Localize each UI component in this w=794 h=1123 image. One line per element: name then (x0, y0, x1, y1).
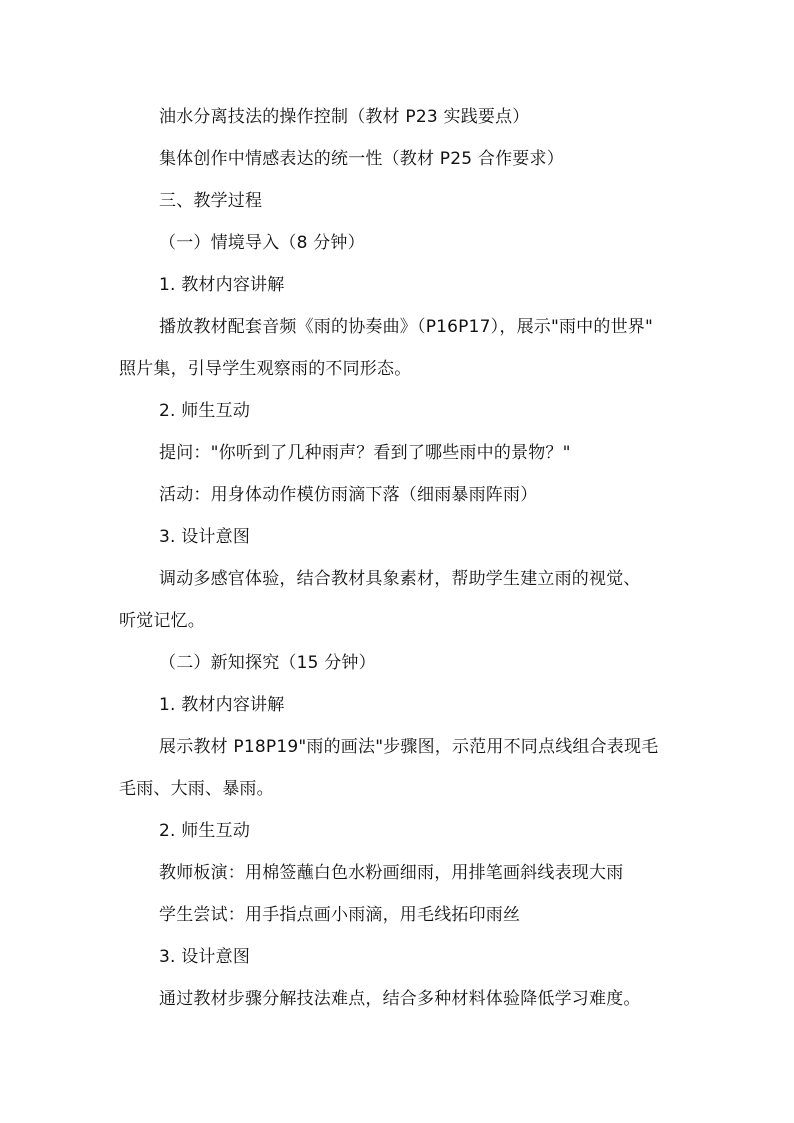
paragraph-collective-creation: 集体创作中情感表达的统一性（教材 P25 合作要求） (159, 149, 564, 169)
paragraph-design-intent-2: 通过教材步骤分解技法难点，结合多种材料体验降低学习难度。 (159, 989, 641, 1009)
item-heading-design-intent-2: 3. 设计意图 (159, 947, 251, 967)
item-heading-textbook-explanation: 1. 教材内容讲解 (159, 275, 285, 295)
paragraph-step-diagram: 展示教材 P18P19"雨的画法"步骤图，示范用不同点线组合表现毛 (159, 737, 659, 757)
paragraph-teacher-demo: 教师板演：用棉签蘸白色水粉画细雨，用排笔画斜线表现大雨 (159, 863, 624, 883)
paragraph-question: 提问："你听到了几种雨声？看到了哪些雨中的景物？" (159, 443, 571, 463)
paragraph-design-intent-cont: 听觉记忆。 (119, 611, 205, 631)
paragraph-step-diagram-cont: 毛雨、大雨、暴雨。 (119, 779, 274, 799)
paragraph-audio-playback: 播放教材配套音频《雨的协奏曲》（P16P17），展示"雨中的世界" (159, 317, 654, 337)
item-heading-interaction-2: 2. 师生互动 (159, 821, 251, 841)
section-heading-teaching-process: 三、教学过程 (159, 191, 263, 211)
item-heading-textbook-explanation-2: 1. 教材内容讲解 (159, 695, 285, 715)
item-heading-interaction: 2. 师生互动 (159, 401, 251, 421)
subsection-heading-new-knowledge: （二）新知探究（15 分钟） (159, 653, 376, 673)
paragraph-activity: 活动：用身体动作模仿雨滴下落（细雨暴雨阵雨） (159, 485, 538, 505)
paragraph-oil-water-technique: 油水分离技法的操作控制（教材 P23 实践要点） (159, 107, 530, 127)
item-heading-design-intent: 3. 设计意图 (159, 527, 251, 547)
paragraph-student-attempt: 学生尝试：用手指点画小雨滴，用毛线拓印雨丝 (159, 905, 521, 925)
subsection-heading-situation-intro: （一）情境导入（8 分钟） (159, 233, 365, 253)
paragraph-audio-playback-cont: 照片集，引导学生观察雨的不同形态。 (119, 359, 412, 379)
paragraph-design-intent: 调动多感官体验，结合教材具象素材，帮助学生建立雨的视觉、 (159, 569, 641, 589)
